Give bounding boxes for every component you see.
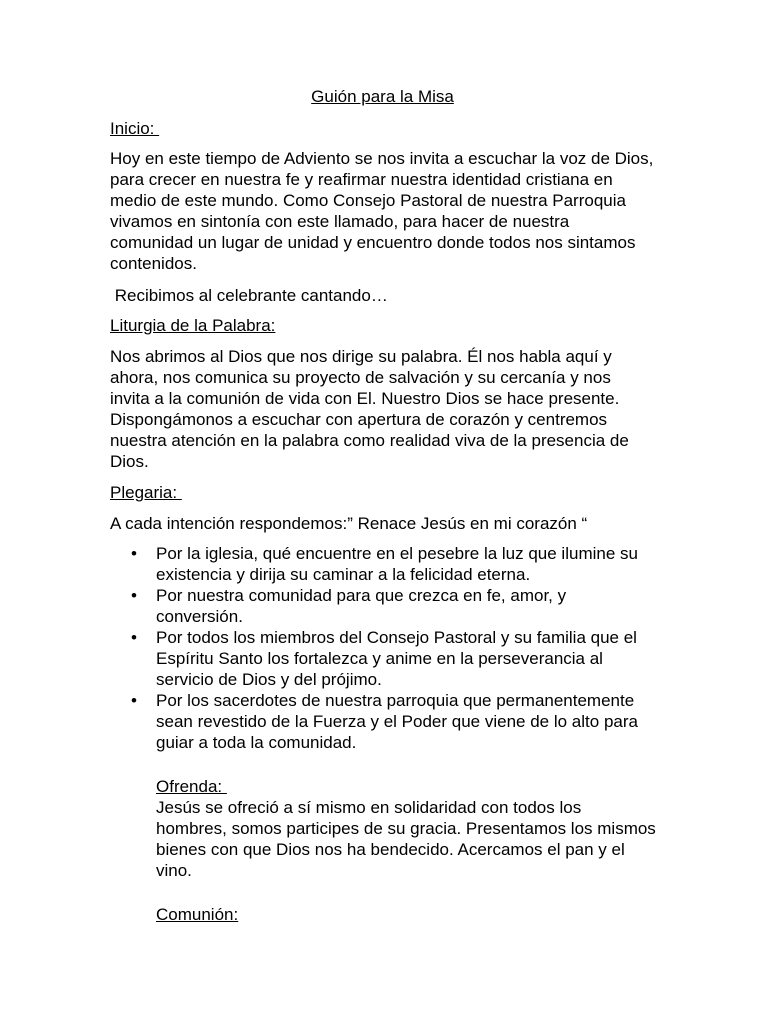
list-item	[110, 627, 655, 690]
section-heading-liturgia: Liturgia de la Palabra:	[110, 316, 276, 335]
section-heading-comunion: Comunión:	[156, 905, 239, 924]
paragraph-ofrenda: Jesús se ofreció a sí mismo en solidaridad con todos los hombres, somos participes de su gracia. Presentamos los mismos bienes con que Dios nos ha bendecido. Acercamos el pan y el vino.	[156, 798, 656, 880]
bullet-icon: •	[131, 586, 137, 605]
paragraph-inicio: Hoy en este tiempo de Adviento se nos invita a escuchar la voz de Dios, para crecer en nuestra fe y reafirmar nuestra identidad cristiana en medio de este mundo. Como Consejo Pastoral de nuestra Parroquia vivamos en sintonía con este llamado, para hacer de nuestra comunidad un lugar de unidad y encuentro donde todos nos sintamos contenidos.	[110, 149, 654, 273]
intentions-list	[110, 543, 655, 753]
section-heading-inicio: Inicio:	[110, 119, 160, 138]
list-item	[110, 585, 655, 627]
intention-text: Por nuestra comunidad para que crezca en fe, amor, y conversión.	[156, 586, 567, 626]
bullet-icon: •	[131, 628, 137, 647]
document-title: Guión para la Misa	[311, 87, 454, 106]
bullet-icon: •	[131, 544, 137, 563]
section-heading-ofrenda: Ofrenda:	[156, 777, 227, 796]
paragraph-liturgia: Nos abrimos al Dios que nos dirige su palabra. Él nos habla aquí y ahora, nos comunica su proyecto de salvación y su cercanía y nos invita a la comunión de vida con El. Nuestro Dios se hace presente. Dispongámonos a escuchar con apertura de corazón y centremos nuestra atención en la palabra como realidad viva de la presencia de Dios.	[110, 347, 629, 471]
section-heading-plegaria: Plegaria:	[110, 483, 182, 502]
bullet-icon: •	[131, 691, 137, 710]
paragraph-plegaria-intro: A cada intención respondemos:” Renace Jesús en mi corazón “	[110, 514, 588, 533]
list-item	[110, 690, 655, 753]
intention-text: Por la iglesia, qué encuentre en el pesebre la luz que ilumine su existencia y dirija su caminar a la felicidad eterna.	[156, 544, 638, 584]
list-item	[110, 543, 655, 585]
intention-text: Por todos los miembros del Consejo Pastoral y su familia que el Espíritu Santo los fortalezca y anime en la perseverancia al servicio de Dios y del prójimo.	[156, 628, 637, 689]
paragraph-entrance: Recibimos al celebrante cantando…	[110, 286, 388, 305]
intention-text: Por los sacerdotes de nuestra parroquia que permanentemente sean revestido de la Fuerza y el Poder que viene de lo alto para guiar a toda la comunidad.	[156, 691, 638, 752]
